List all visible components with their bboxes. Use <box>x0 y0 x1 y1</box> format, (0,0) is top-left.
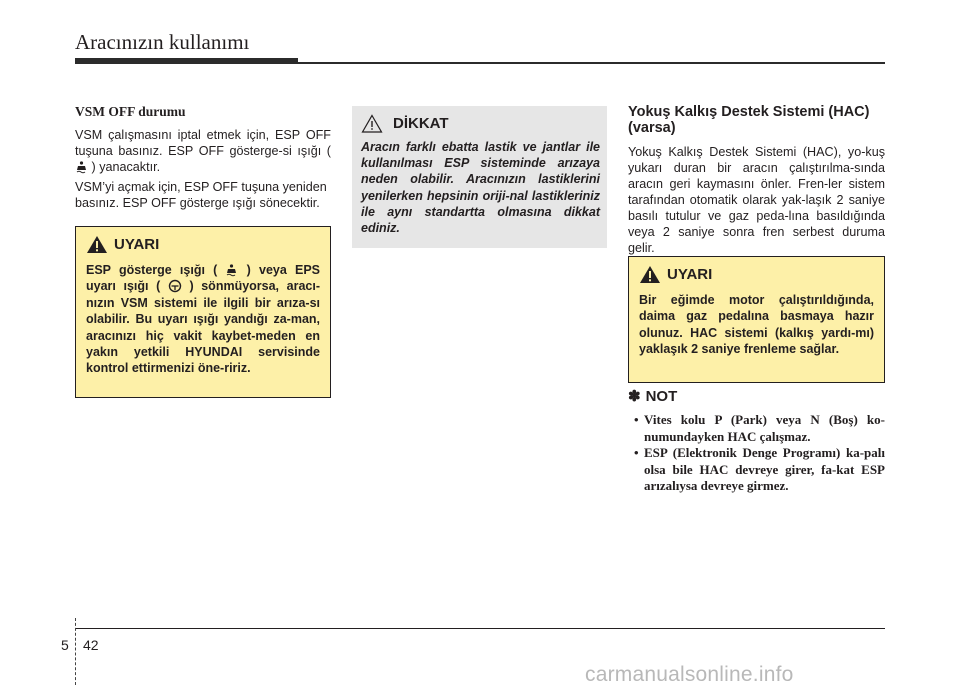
vsm-off-heading: VSM OFF durumu <box>75 104 186 119</box>
warning-box-esp <box>75 226 331 398</box>
hac-section <box>628 104 885 260</box>
hac-heading: Yokuş Kalkış Destek Sistemi (HAC) (varsa) <box>628 104 870 136</box>
caution-box-title: DİKKAT <box>393 115 449 132</box>
warning-box-esp-text-part3: ) sönmüyorsa, aracı-nızın VSM sistemi ile ilgili bir arıza-sı olabilir. Bu uyarı ışığı yandığı za-man, aracınızı hiç vakit kaybet-meden en yakın yetkili HYUNDAI servisinde kontrol ettirmenizi öne-ririz. <box>86 279 320 376</box>
note-title: NOT <box>645 387 678 405</box>
eps-warning-icon <box>168 279 182 293</box>
note-star-icon: ✽ <box>628 388 641 405</box>
section-number: 5 <box>61 637 69 653</box>
esp-indicator-icon <box>225 263 238 277</box>
warning-box-esp-text <box>86 262 320 377</box>
hac-paragraph: Yokuş Kalkış Destek Sistemi (HAC), yo-kuş yukarı duran bir aracın çalıştırılma-sında aracın geri kaymasını önler. Fren-ler sistem tarafından otomatik olarak yak-laşık 2 saniye basılı tutulur ve gaz peda-lına basıldığında veya 2 saniye sonra fren serbest duruma gelir. <box>628 145 885 255</box>
vsm-off-paragraph-2: VSM’yi açmak için, ESP OFF tuşuna yeniden basınız. ESP OFF gösterge ışığı sönecektir. <box>75 180 327 210</box>
vsm-off-paragraph-1-end: ) yanacaktır. <box>91 160 161 174</box>
warning-box-hac <box>628 256 885 383</box>
caution-triangle-icon <box>361 114 383 133</box>
page-number: 42 <box>83 637 99 653</box>
vsm-off-paragraph-1-start: VSM çalışmasını iptal etmek için, ESP OFF tuşuna basınız. ESP OFF gösterge-si ışığı ( <box>75 128 331 158</box>
warning-box-hac-text: Bir eğimde motor çalıştırıldığında, daima gaz pedalına basmaya hazır olunuz. HAC sistemi (kalkış yardı-mı) yaklaşık 2 saniye frenleme sağlar. <box>639 293 874 357</box>
page-header-title: Aracınızın kullanımı <box>75 30 250 54</box>
list-item: • Vites kolu P (Park) veya N (Boş) ko-numundayken HAC çalışmaz. <box>634 412 885 444</box>
warning-triangle-icon <box>86 235 108 254</box>
vsm-off-paragraph-1 <box>75 127 331 175</box>
warning-box-esp-text-part1: ESP gösterge ışığı ( <box>86 263 218 277</box>
bullet-icon: • <box>634 445 639 460</box>
list-item: • ESP (Elektronik Denge Programı) ka-palı olsa bile HAC devreye girer, fa-kat ESP arızalıysa devreye girmez. <box>634 445 885 493</box>
watermark: carmanualsonline.info <box>585 663 794 686</box>
header-rule-thin <box>298 62 885 64</box>
bullet-icon: • <box>634 412 639 427</box>
warning-box-esp-text-part2: ) veya EPS uyarı ışığı ( <box>86 263 320 294</box>
footer-rule <box>75 628 885 629</box>
vsm-off-section <box>75 104 331 215</box>
warning-triangle-icon <box>639 265 661 284</box>
note-header <box>628 387 885 405</box>
footer-divider <box>75 618 76 685</box>
warning-box-hac-title: UYARI <box>667 266 713 283</box>
warning-box-hac-header <box>639 265 874 284</box>
esp-off-indicator-icon <box>75 160 88 174</box>
note-list <box>628 412 885 495</box>
warning-box-esp-title: UYARI <box>114 236 160 253</box>
warning-box-esp-header <box>86 235 320 254</box>
header-rule-thick <box>75 58 298 64</box>
caution-box-text: Aracın farklı ebatta lastik ve jantlar ile kullanılması ESP sisteminde arızaya neden olabilir. Aracınızın lastiklerini yenilerken hepsinin oriji-nal lastikleriniz ile aynı standartta olmasına dikkat ediniz. <box>361 140 600 236</box>
caution-box-header <box>361 114 600 133</box>
note-section <box>628 387 885 495</box>
caution-box <box>352 106 607 248</box>
